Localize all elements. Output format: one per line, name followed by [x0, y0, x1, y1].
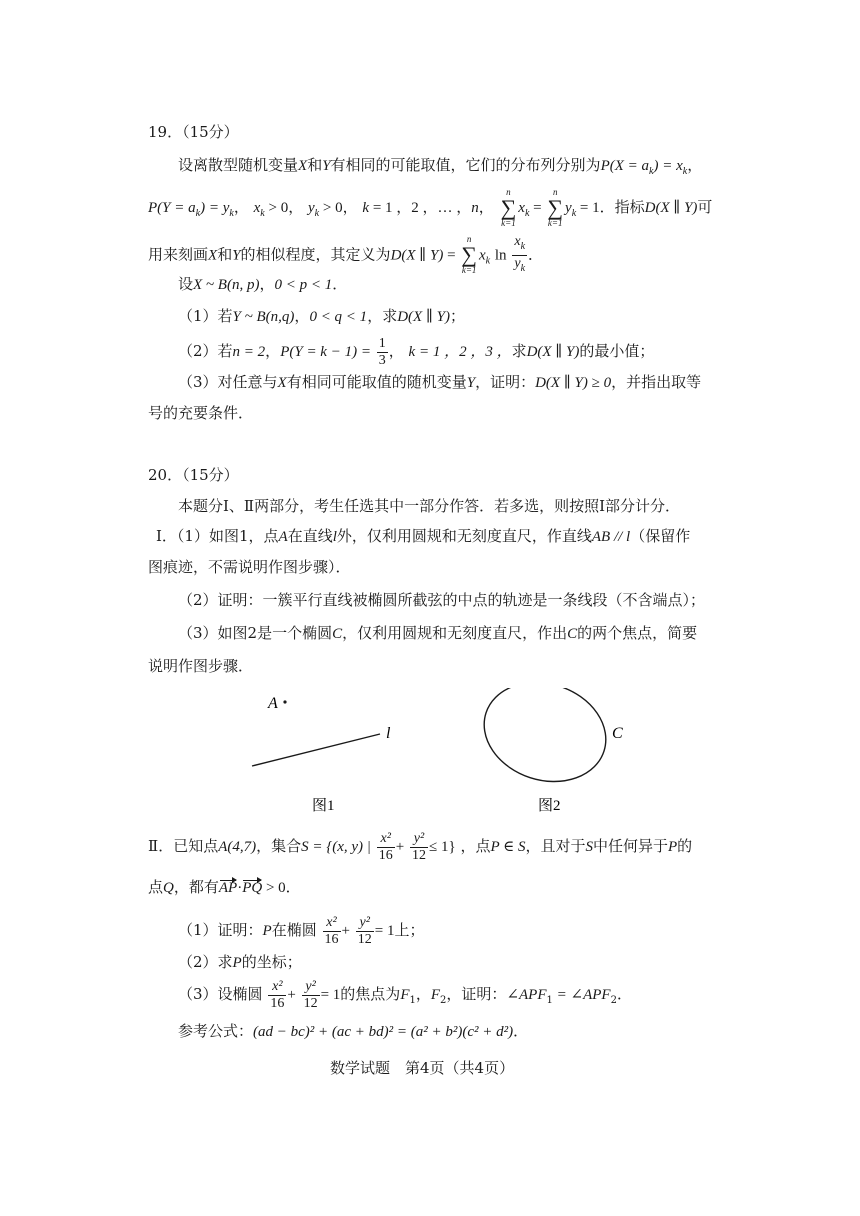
q20-II-line1: Ⅱ．已知点A(4,7)，集合S = {(x, y) | $\frac{\text{x²}}{16}$ + $\frac{\text{y²}}{12}$ ≤ 1} ，点P ∈ S，且对于S中任何异于P的 — [148, 830, 693, 863]
fig2-caption: 图2 — [538, 798, 561, 814]
q19-part1: （1）若Y ~ B(n,q)，0 < q < 1，求D(X ∥ Y)； — [178, 307, 465, 325]
fraction-xk-yk: $\frac{x_k}{y_k}$ — [514, 234, 526, 274]
fig2-ellipse-c-label: C — [612, 725, 623, 742]
ellipse-c — [471, 688, 619, 797]
q20-II-part1: （1）证明：P在椭圆 $\frac{\text{x²}}{16}$ + $\frac{\text{y²}}{12}$ = 1上； — [178, 914, 425, 947]
q19-part3-cont: 号的充要条件． — [148, 404, 254, 422]
q20-I-part2: （2）证明：一簇平行直线被椭圆所截弦的中点的轨迹是一条线段（不含端点）； — [178, 591, 706, 609]
q20-I-part1: Ⅰ．（1）如图1，点A在直线l外，仅利用圆规和无刻度直尺，作直线AB // l（保留作 — [156, 527, 691, 545]
q20-I-part3: （3）如图2是一个椭圆C，仅利用圆规和无刻度直尺，作出C的两个焦点，简要 — [178, 624, 698, 642]
q19-part3: （3）对任意与X有相同可能取值的随机变量Y，证明：D(X ∥ Y) ≥ 0，并指出取等 — [178, 373, 702, 391]
sum-symbol: n ∑ k=1 — [547, 187, 564, 228]
fig1-line-l-label: l — [386, 725, 391, 742]
q20-reference-formula: 参考公式：(ad − bc)² + (ac + bd)² = (a² + b²)(c² + d²)． — [178, 1022, 529, 1040]
q20-I-part1-cont: 图痕迹，不需说明作图步骤）． — [148, 558, 351, 576]
figure-1 — [252, 695, 391, 814]
q19-line2: $P(Y = a_k) = y_k$， $x_k > 0$， $y_k > 0$， k = 1 ，2 ，… ，n， n ∑ k=1 $x_k$ = n ∑ k=1 $y_k = 1$．指标D(X ∥ Y)可 — [148, 187, 713, 228]
q19-header: 19．（15分） — [148, 123, 239, 141]
q19-line4: 设X ~ B(n, p)，0 < p < 1． — [178, 275, 348, 293]
fraction-one-third: $\frac{1}{3}$ — [378, 335, 386, 368]
fig1-caption: 图1 — [312, 798, 335, 814]
fig1-point-a-label: A — [268, 695, 278, 712]
q20-I-part3-cont: 说明作图步骤． — [148, 657, 254, 675]
page-footer: 数学试题 第4页（共4页） — [330, 1059, 515, 1077]
vector-ap: AP — [218, 880, 238, 896]
sum-symbol: n ∑ k=1 — [500, 187, 517, 228]
point-a — [283, 700, 286, 703]
q20-II-part3: （3）设椭圆 $\frac{\text{x²}}{16}$ + $\frac{\text{y²}}{12}$ = 1的焦点为$F_1$，$F_2$，证明：$\angle APF_1$ = $\angle APF_2$． — [178, 978, 632, 1011]
q19-line3: 用来刻画X和Y的相似程度，其定义为D(X ∥ Y) = n ∑ k=1 $x_k$ ln $\frac{x_k}{y_k}$ ． — [148, 234, 544, 276]
figures — [0, 688, 860, 828]
q20-header: 20．（15分） — [148, 466, 239, 484]
q19-line1: 设离散型随机变量X和Y有相同的可能取值，它们的分布列分别为$P(X = a_k) = x_k$， — [178, 156, 703, 177]
q20-II-part2: （2）求P的坐标； — [178, 953, 302, 971]
figure-2 — [471, 688, 623, 814]
q20-intro: 本题分Ⅰ、Ⅱ两部分，考生任选其中一部分作答．若多选，则按照Ⅰ部分计分． — [178, 497, 681, 515]
line-l — [252, 734, 380, 766]
vector-pq: PQ — [242, 880, 263, 896]
q19-part2: （2）若n = 2，P(Y = k − 1) = $\frac{1}{3}$ ， k = 1 ，2 ，3 ，求D(X ∥ Y)的最小值； — [178, 335, 655, 368]
sum-symbol: n ∑ k=1 — [461, 234, 477, 276]
q20-II-line2: 点Q，都有AP·PQ > 0． — [148, 878, 301, 896]
